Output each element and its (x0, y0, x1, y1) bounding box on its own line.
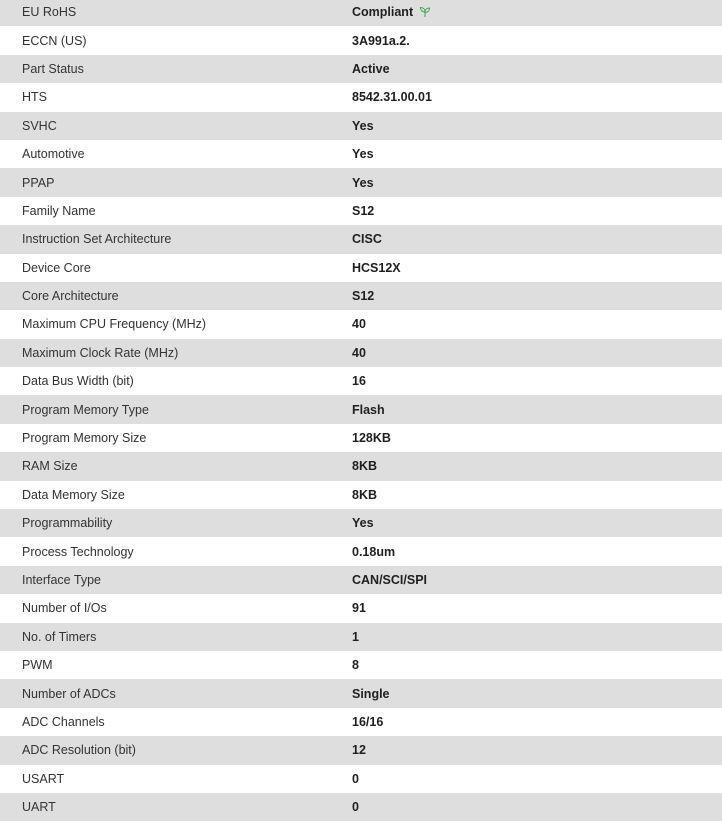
spec-value: 8KB (352, 487, 378, 502)
spec-row-no-of-timers (0, 623, 722, 651)
spec-row-core-architecture (0, 282, 722, 310)
spec-row-max-clock-rate (0, 339, 722, 367)
spec-value: CISC (352, 232, 382, 247)
spec-label: ECCN (US) (22, 33, 87, 48)
spec-value: 0 (352, 800, 359, 815)
spec-row-uart (0, 793, 722, 821)
spec-value: 40 (352, 317, 366, 332)
spec-row-number-of-ios (0, 594, 722, 622)
spec-row-usart (0, 765, 722, 793)
spec-label: No. of Timers (22, 629, 97, 644)
spec-value: Single (352, 686, 390, 701)
spec-label: Family Name (22, 203, 96, 218)
spec-value: S12 (352, 203, 375, 218)
spec-label: Program Memory Size (22, 431, 147, 446)
spec-value: 8KB (352, 459, 378, 474)
spec-label: Process Technology (22, 544, 134, 559)
spec-row-svhc (0, 112, 722, 140)
spec-value: Yes (352, 147, 374, 162)
spec-label: Automotive (22, 147, 85, 162)
spec-row-program-memory-type (0, 395, 722, 423)
spec-row-family-name (0, 197, 722, 225)
spec-label: Data Memory Size (22, 487, 125, 502)
spec-value: Flash (352, 402, 385, 417)
spec-row-adc-resolution (0, 736, 722, 764)
spec-value: 8 (352, 658, 359, 673)
spec-row-hts (0, 83, 722, 111)
spec-row-max-cpu-frequency (0, 310, 722, 338)
spec-label: SVHC (22, 118, 57, 133)
spec-value: CAN/SCI/SPI (352, 573, 428, 587)
spec-row-instruction-set (0, 225, 722, 253)
spec-value: 40 (352, 345, 366, 360)
spec-value: 128KB (352, 431, 391, 446)
spec-row-ppap (0, 168, 722, 196)
spec-value: 0.18um (352, 544, 396, 559)
spec-label: Part Status (22, 61, 84, 76)
spec-row-automotive (0, 140, 722, 168)
spec-row-eccn (0, 26, 722, 54)
spec-label: Data Bus Width (bit) (22, 374, 134, 389)
spec-value: S12 (352, 289, 375, 304)
spec-label: Core Architecture (22, 289, 119, 304)
spec-label: USART (22, 771, 65, 786)
spec-value: 16 (352, 374, 366, 389)
spec-row-adc-channels (0, 708, 722, 736)
spec-row-eu-rohs (0, 0, 722, 26)
spec-value: 8542.31.00.01 (352, 90, 432, 105)
spec-value-wrap (352, 5, 722, 19)
spec-value: 1 (352, 629, 359, 644)
spec-row-programmability (0, 509, 722, 537)
spec-value: 16/16 (352, 714, 384, 729)
spec-value: Yes (352, 175, 374, 190)
spec-value: Yes (352, 516, 374, 531)
spec-value: HCS12X (352, 260, 401, 275)
spec-label: Instruction Set Architecture (22, 232, 172, 247)
spec-row-number-of-adcs (0, 679, 722, 707)
spec-label: ADC Resolution (bit) (22, 743, 136, 758)
spec-value: 3A991a.2. (352, 33, 410, 48)
spec-row-program-memory-size (0, 424, 722, 452)
spec-label: Maximum Clock Rate (MHz) (22, 345, 179, 360)
leaf-icon (419, 6, 431, 18)
spec-row-process-technology (0, 537, 722, 565)
spec-label: Programmability (22, 516, 113, 531)
spec-label: Device Core (22, 260, 91, 275)
spec-label: Number of ADCs (22, 686, 116, 701)
spec-label: EU RoHS (22, 5, 77, 20)
spec-label: UART (22, 800, 56, 815)
spec-label: Maximum CPU Frequency (MHz) (22, 317, 207, 332)
spec-row-device-core (0, 254, 722, 282)
spec-value: Compliant (352, 5, 414, 20)
spec-row-ram-size (0, 452, 722, 480)
spec-value: Active (352, 61, 390, 76)
spec-row-data-bus-width (0, 367, 722, 395)
spec-row-pwm (0, 651, 722, 679)
spec-value: Yes (352, 118, 374, 133)
spec-label: Program Memory Type (22, 402, 149, 417)
spec-value: 12 (352, 743, 366, 758)
spec-label: Number of I/Os (22, 601, 107, 616)
spec-label: HTS (22, 90, 47, 105)
spec-label: RAM Size (22, 459, 78, 474)
spec-value: 91 (352, 601, 366, 616)
spec-label: PWM (22, 658, 53, 673)
spec-value: 0 (352, 771, 359, 786)
spec-label: ADC Channels (22, 714, 105, 729)
spec-row-part-status (0, 55, 722, 83)
spec-row-data-memory-size (0, 481, 722, 509)
spec-row-interface-type (0, 566, 722, 594)
spec-label: PPAP (22, 175, 55, 190)
spec-label: Interface Type (22, 573, 101, 587)
